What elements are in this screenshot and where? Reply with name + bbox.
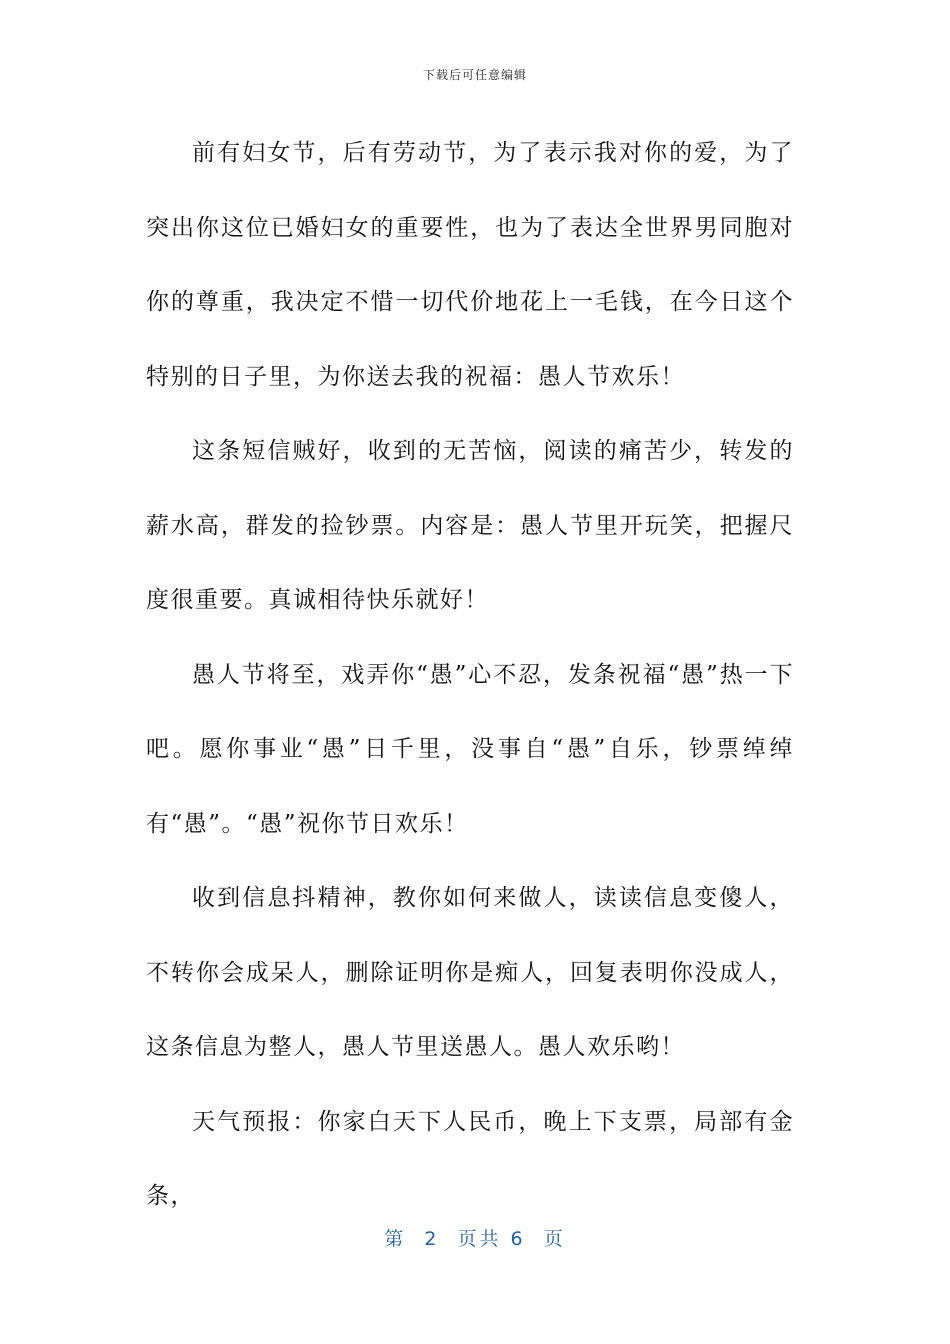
document-body [146,116,794,1234]
paragraph-3: 愚人节将至，戏弄你“愚”心不忍，发条祝福“愚”热一下吧。愿你事业“愚”日千里，没事自“愚”自乐，钞票绰绰有“愚”。“愚”祝你节日欢乐！ [146,661,794,837]
paragraph-5: 天气预报：你家白天下人民币，晚上下支票，局部有金条， [146,1108,794,1209]
header-note: 下载后可任意编辑 [422,68,527,82]
page-number: 第 2 页共 6 页 [384,1228,566,1250]
paragraph-1: 前有妇女节，后有劳动节，为了表示我对你的爱，为了突出你这位已婚妇女的重要性，也为了表达全世界男同胞对你的尊重，我决定不惜一切代价地花上一毛钱，在今日这个特别的日子里，为你送去我的祝福：愚人节欢乐！ [146,140,794,390]
paragraph-2: 这条短信贼好，收到的无苦恼，阅读的痛苦少，转发的薪水高，群发的捡钞票。内容是：愚人节里开玩笑，把握尺度很重要。真诚相待快乐就好！ [146,438,794,613]
paragraph-4: 收到信息抖精神，教你如何来做人，读读信息变傻人，不转你会成呆人，删除证明你是痴人，回复表明你没成人，这条信息为整人，愚人节里送愚人。愚人欢乐哟！ [146,885,794,1060]
